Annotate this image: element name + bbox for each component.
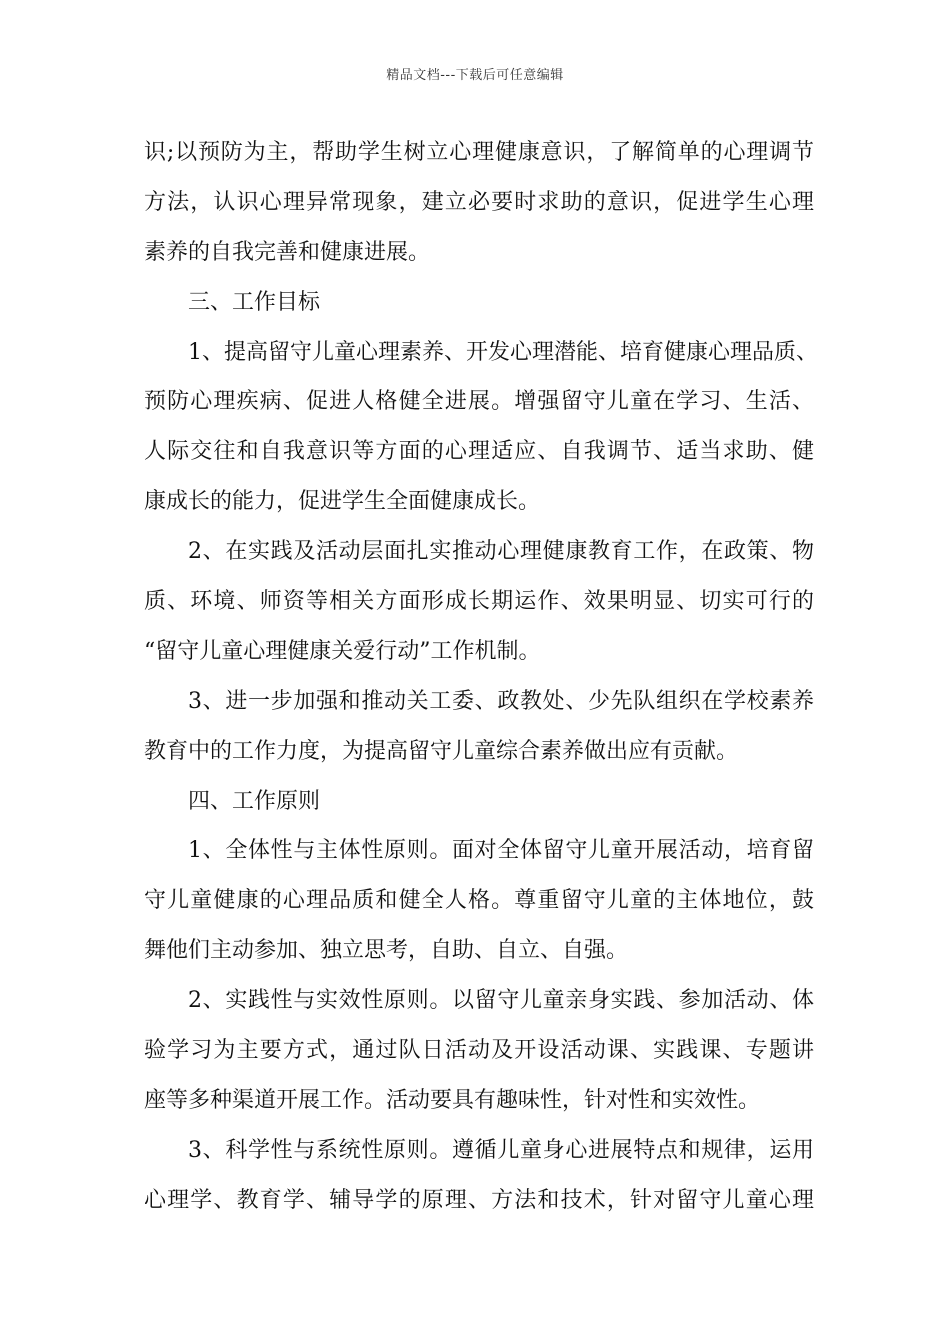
text-line: 方法，认识心理异常现象，建立必要时求助的意识，促进学生心理 bbox=[144, 189, 814, 215]
text-line: “留守儿童心理健康关爱行动”工作机制。 bbox=[144, 638, 541, 664]
text-line: 舞他们主动参加、独立思考，自助、自立、自强。 bbox=[144, 938, 629, 964]
text-line: 教育中的工作力度，为提高留守儿童综合素养做出应有贡献。 bbox=[144, 738, 739, 764]
text-line: 识;以预防为主，帮助学生树立心理健康意识，了解简单的心理调节 bbox=[144, 140, 814, 165]
text-line: 验学习为主要方式，通过队日活动及开设活动课、实践课、专题讲 bbox=[144, 1038, 814, 1064]
text-line: 1、全体性与主体性原则。面对全体留守儿童开展活动，培育留 bbox=[188, 838, 814, 864]
page-header: 精品文档---下载后可任意编辑 bbox=[386, 68, 564, 83]
text-line: 预防心理疾病、促进人格健全进展。增强留守儿童在学习、生活、 bbox=[144, 389, 814, 415]
text-line: 心理学、教育学、辅导学的原理、方法和技术，针对留守儿童心理 bbox=[144, 1187, 814, 1213]
text-line: 2、在实践及活动层面扎实推动心理健康教育工作，在政策、物 bbox=[188, 539, 814, 565]
text-line: 3、科学性与系统性原则。遵循儿童身心进展特点和规律，运用 bbox=[188, 1137, 814, 1163]
text-line: 素养的自我完善和健康进展。 bbox=[144, 239, 431, 265]
text-line: 质、环境、师资等相关方面形成长期运作、效果明显、切实可行的 bbox=[144, 589, 814, 615]
text-line: 三、工作目标 bbox=[188, 289, 321, 315]
text-line: 康成长的能力，促进学生全面健康成长。 bbox=[144, 489, 541, 515]
text-line: 守儿童健康的心理品质和健全人格。尊重留守儿童的主体地位，鼓 bbox=[144, 888, 814, 914]
text-line: 3、进一步加强和推动关工委、政教处、少先队组织在学校素养 bbox=[188, 688, 814, 714]
text-line: 2、实践性与实效性原则。以留守儿童亲身实践、参加活动、体 bbox=[188, 988, 814, 1014]
text-line: 四、工作原则 bbox=[188, 788, 321, 814]
text-line: 人际交往和自我意识等方面的心理适应、自我调节、适当求助、健 bbox=[144, 439, 814, 465]
document-body bbox=[144, 128, 818, 1226]
text-line: 1、提高留守儿童心理素养、开发心理潜能、培育健康心理品质、 bbox=[188, 339, 818, 365]
text-line: 座等多种渠道开展工作。活动要具有趣味性，针对性和实效性。 bbox=[144, 1087, 761, 1113]
